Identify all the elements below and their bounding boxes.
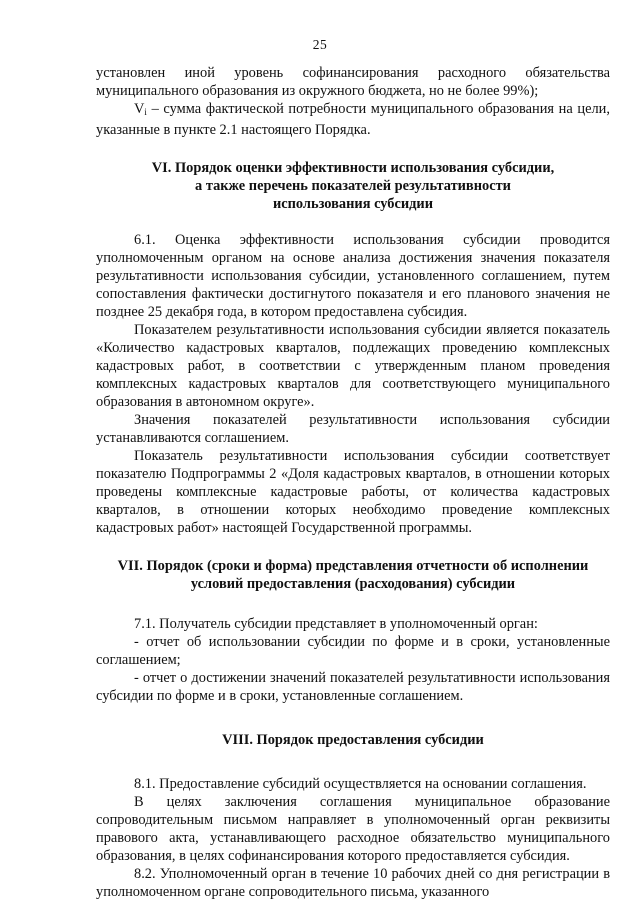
- intro-paragraph-2: [96, 100, 610, 139]
- paragraph-6-1: 6.1. Оценка эффективности использования субсидии проводится уполномоченным органом на основе анализа достижения значения показателя результативности использования субсидии, установленного соглашением, путем сопоставления фактически достигнутого показателя и его планового значения не позднее 25 декабря года, в котором предоставлена субсидия.: [96, 232, 610, 320]
- section-6-heading: [96, 159, 610, 213]
- paragraph-8-agreement: В целях заключения соглашения муниципальное образование сопроводительным письмом направляет в уполномоченный орган реквизиты правового акта, устанавливающего расходное обязательство муниципального образования, в целях софинансирования которого предоставляется субсидия.: [96, 794, 610, 864]
- paragraph-6-indicator: Показателем результативности использования субсидии является показатель «Количество кадастровых кварталов, подлежащих проведению комплексных кадастровых работ, в соответствии с утвержденным планом проведения комплексных кадастровых кварталов для соответствующего муниципального образования в автономном округе».: [96, 322, 610, 410]
- section-6-title-line-2: а также перечень показателей результативности: [195, 178, 511, 194]
- section-8-title: VIII. Порядок предоставления субсидии: [222, 732, 484, 748]
- paragraph-8-2: 8.2. Уполномоченный орган в течение 10 рабочих дней со дня регистрации в уполномоченном органе сопроводительного письма, указанного: [96, 866, 610, 900]
- section-8-heading: [96, 731, 610, 749]
- paragraph-7-1: 7.1. Получатель субсидии представляет в уполномоченный орган:: [134, 616, 538, 632]
- page-number: 25: [312, 37, 328, 52]
- section-8-body: [96, 775, 610, 901]
- section-7-heading: [96, 557, 610, 593]
- symbol-subscript: i: [144, 107, 147, 117]
- intro-paragraph-2-text: – сумма фактической потребности муниципального образования на цели, указанные в пункте 2.1 настоящего Порядка.: [96, 101, 610, 138]
- paragraph-7-report-usage: - отчет об использовании субсидии по форме и в сроки, установленные соглашением;: [96, 634, 610, 668]
- symbol-v: V: [134, 101, 145, 117]
- document-body: [96, 64, 610, 901]
- section-6-title-line-1: VI. Порядок оценки эффективности использования субсидии,: [151, 160, 555, 176]
- section-7-body: [96, 615, 610, 705]
- paragraph-6-values: Значения показателей результативности использования субсидии устанавливаются соглашением.: [96, 412, 610, 446]
- paragraph-8-1: 8.1. Предоставление субсидий осуществляется на основании соглашения.: [134, 776, 587, 792]
- section-7-title-line-1: VII. Порядок (сроки и форма) представления отчетности об исполнении: [117, 558, 589, 574]
- paragraph-7-report-results: - отчет о достижении значений показателей результативности использования субсидии по форме и в сроки, установленные соглашением.: [96, 670, 610, 704]
- intro-paragraph-1: установлен иной уровень софинансирования расходного обязательства муниципального образования из окружного бюджета, но не более 99%);: [96, 65, 610, 99]
- paragraph-6-correspondence: Показатель результативности использования субсидии соответствует показателю Подпрограммы 2 «Доля кадастровых кварталов, в отношении которых проведены комплексные кадастровые работы, от количества кадастровых кварталов, в отношении которых необходимо проведение комплексных кадастровых работ» настоящей Государственной программы.: [96, 448, 610, 536]
- section-6-title-line-3: использования субсидии: [272, 196, 434, 212]
- section-7-title-line-2: условий предоставления (расходования) субсидии: [190, 576, 516, 592]
- section-6-body: [96, 231, 610, 537]
